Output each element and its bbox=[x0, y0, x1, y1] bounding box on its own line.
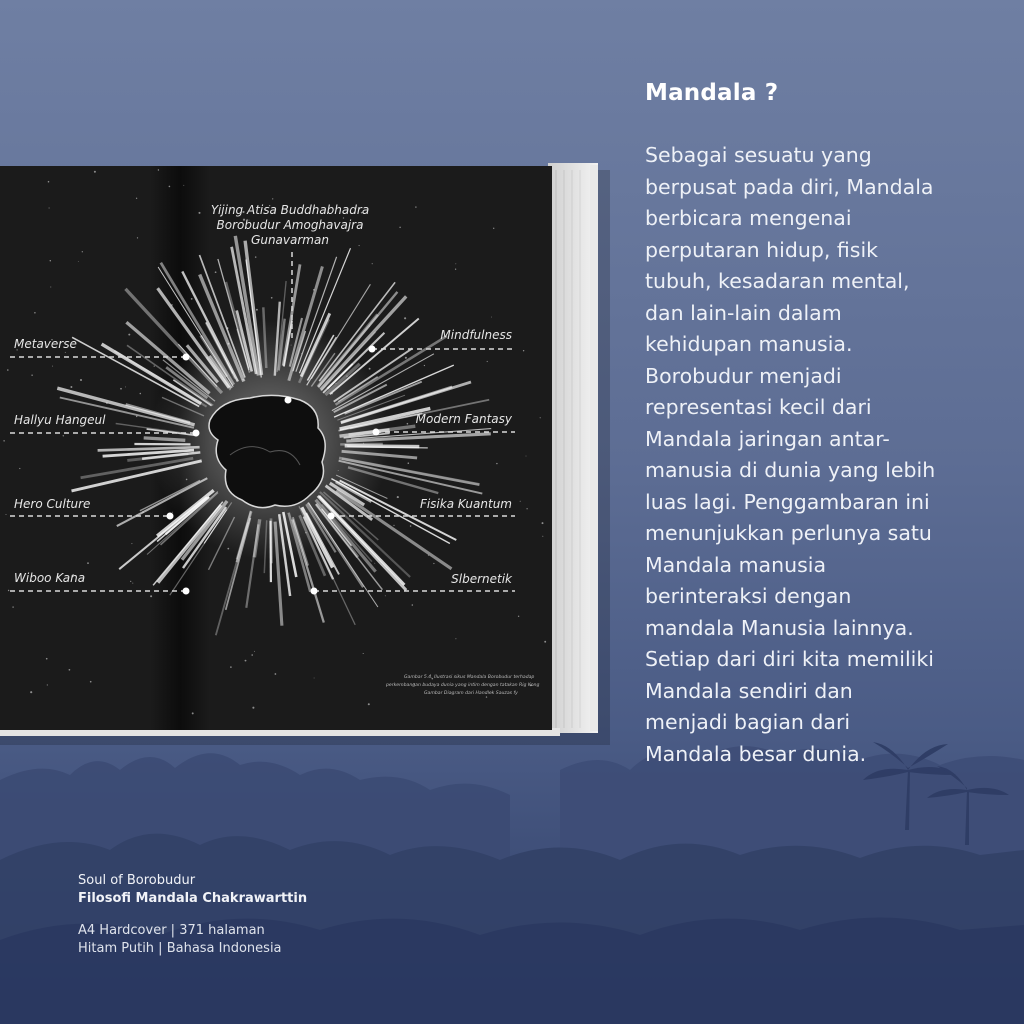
body-line: perputaran hidup, fisik bbox=[645, 237, 879, 262]
body-line: Mandala sendiri dan bbox=[645, 678, 853, 703]
body-line: kehidupan manusia. bbox=[645, 332, 853, 356]
heading: Mandala ? bbox=[645, 80, 779, 106]
body-line: luas lagi. Penggambaran ini bbox=[645, 489, 930, 514]
book-page-edges bbox=[548, 163, 598, 733]
label-wiboo-kana: Wiboo Kana bbox=[14, 571, 86, 585]
book-title: Soul of Borobudur bbox=[78, 873, 196, 888]
label-hero-culture: Hero Culture bbox=[14, 497, 91, 511]
label-modern-fantasy: Modern Fantasy bbox=[415, 412, 512, 426]
book-info bbox=[78, 872, 307, 958]
figure-caption-3: Gambar Diagram dari Handlek Sauzas fy bbox=[424, 691, 518, 696]
body-line: menjadi bagian dari bbox=[645, 710, 851, 734]
label-metaverse: Metaverse bbox=[14, 337, 77, 351]
body-line: manusia di dunia yang lebih bbox=[645, 458, 936, 482]
body-line: representasi kecil dari bbox=[645, 395, 872, 419]
body-line: Sebagai sesuatu yang bbox=[645, 143, 872, 167]
book-spec-2: Hitam Putih | Bahasa Indonesia bbox=[78, 941, 282, 956]
top-label-line-1: Yijing Atisa Buddhabhadra bbox=[210, 203, 370, 217]
top-label-line-2: Borobudur Amoghavajra bbox=[216, 218, 364, 232]
book-spec-1: A4 Hardcover | 371 halaman bbox=[78, 923, 265, 938]
figure-caption-2: perkembangan budaya dunia yang intim dengan tatakan Rig Kong bbox=[386, 683, 540, 688]
label-slbernetik: Slbernetik bbox=[451, 572, 512, 586]
body-line: Mandala manusia bbox=[645, 552, 827, 577]
body-line: mandala Manusia lainnya. bbox=[645, 615, 914, 640]
body-line: Setiap dari diri kita memiliki bbox=[645, 647, 934, 671]
body-line: menunjukkan perlunya satu bbox=[645, 521, 932, 545]
body-line: berpusat pada diri, Mandala bbox=[645, 174, 934, 199]
body-line: dan lain-lain dalam bbox=[645, 300, 842, 325]
body-line: berinteraksi dengan bbox=[645, 584, 852, 608]
body-line: Mandala besar dunia. bbox=[645, 741, 867, 766]
body-line: berbicara mengenai bbox=[645, 206, 852, 230]
label-fisika-kuantum: Fisika Kuantum bbox=[419, 497, 512, 511]
body-line: tubuh, kesadaran mental, bbox=[645, 269, 910, 293]
body-line: Borobudur menjadi bbox=[645, 363, 842, 388]
book-subtitle: Filosofi Mandala Chakrawarttin bbox=[78, 891, 308, 906]
label-hallyu-hangeul: Hallyu Hangeul bbox=[14, 413, 106, 427]
body-text bbox=[645, 140, 985, 770]
top-label-line-3: Gunavarman bbox=[251, 233, 329, 247]
figure-caption-1: Gambar 5.4. Ilustrasi sikus Mandala Borobudur terhadap bbox=[404, 675, 535, 680]
label-mindfulness: Mindfulness bbox=[440, 328, 512, 342]
body-line: Mandala jaringan antar- bbox=[645, 426, 890, 451]
